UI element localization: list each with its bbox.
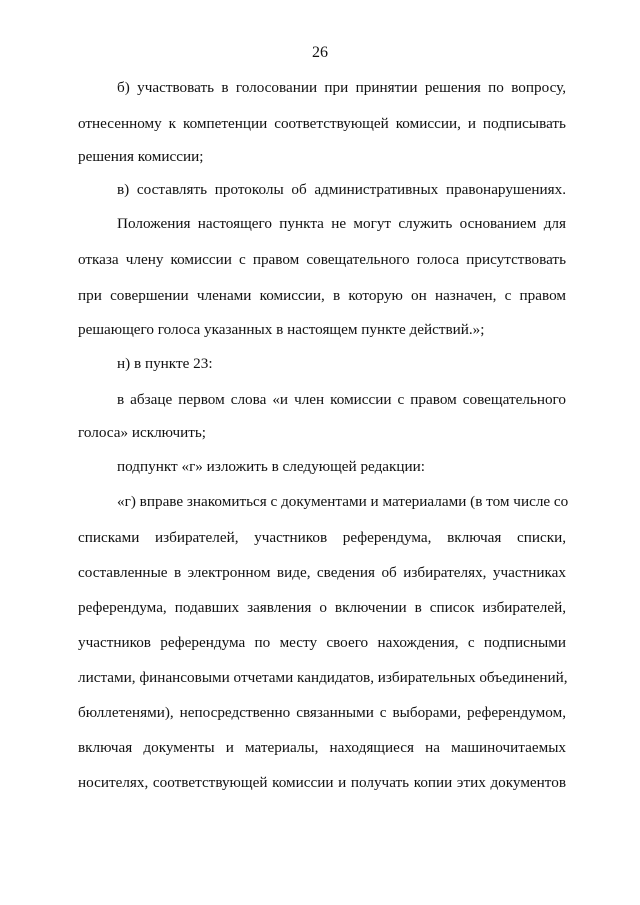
text-line: бюллетенями), непосредственно связанными с выборами, референдумом, xyxy=(78,704,566,721)
text-line: участников референдума по месту своего нахождения, с подписными xyxy=(78,634,566,651)
text-line: решающего голоса указанных в настоящем пункте действий.»; xyxy=(78,321,485,338)
text-line: референдума, подавших заявления о включении в список избирателей, xyxy=(78,599,566,616)
text-line: н) в пункте 23: xyxy=(117,355,213,372)
text-line: в абзаце первом слова «и член комиссии с правом совещательного xyxy=(117,391,566,408)
text-line: списками избирателей, участников референдума, включая списки, xyxy=(78,529,566,546)
text-line: Положения настоящего пункта не могут служить основанием для xyxy=(117,215,566,232)
text-line: листами, финансовыми отчетами кандидатов, избирательных объединений, xyxy=(78,669,568,686)
text-line: «г) вправе знакомиться с документами и материалами (в том числе со xyxy=(117,493,569,510)
page-number: 26 xyxy=(312,44,328,61)
text-line: отнесенному к компетенции соответствующей комиссии, и подписывать xyxy=(78,115,566,132)
text-line: отказа члену комиссии с правом совещательного голоса присутствовать xyxy=(78,251,566,268)
text-line: в) составлять протоколы об административных правонарушениях. xyxy=(117,181,566,198)
text-line: подпункт «г» изложить в следующей редакции: xyxy=(117,458,426,475)
text-line: голоса» исключить; xyxy=(78,424,206,441)
text-line: носителях, соответствующей комиссии и получать копии этих документов xyxy=(78,774,566,791)
text-line: решения комиссии; xyxy=(78,148,204,165)
text-line: б) участвовать в голосовании при принятии решения по вопросу, xyxy=(117,79,566,96)
text-line: включая документы и материалы, находящиеся на машиночитаемых xyxy=(78,739,566,756)
text-line: при совершении членами комиссии, в которую он назначен, с правом xyxy=(78,287,566,304)
text-line: составленные в электронном виде, сведения об избирателях, участниках xyxy=(78,564,566,581)
